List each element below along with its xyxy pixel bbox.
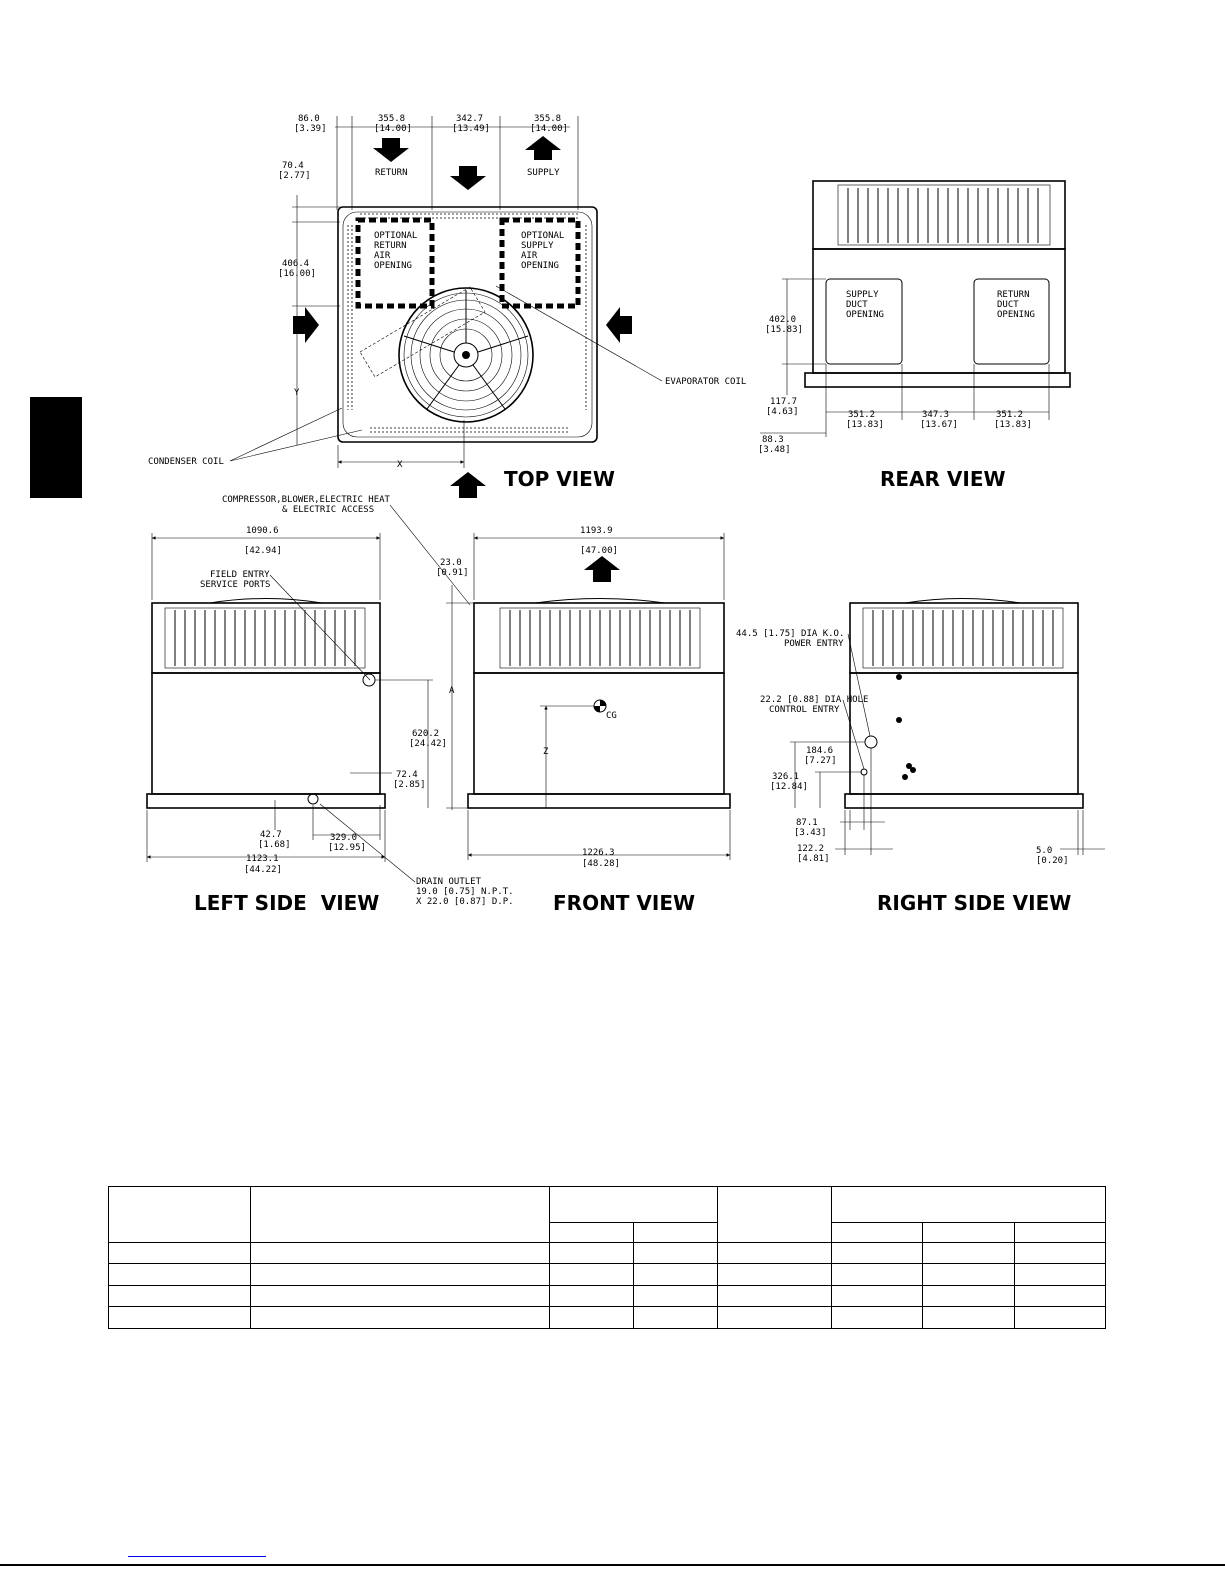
dim-70-in: [2.77] [278,171,311,181]
dim-70-mm: 70.4 [282,161,304,171]
return-duct-line2: DUCT [997,300,1019,310]
dim-23-mm: 23.0 [440,558,462,568]
dim-1123-in: [44.22] [244,865,282,875]
drain-outlet-line2: 19.0 [0.75] N.P.T. [416,887,514,897]
dim-117-in: [4.63] [766,407,799,417]
dim-184-mm: 184.6 [806,746,834,756]
table-header-cell [634,1223,718,1243]
return-duct-line3: OPENING [997,310,1035,320]
table-header-cell [832,1223,923,1243]
table-header-cell [109,1187,251,1243]
table-header-cell [251,1187,550,1243]
top-left-dimensions [278,161,340,445]
supply-duct-line2: DUCT [846,300,868,310]
up-arrow-icon [450,472,486,498]
left-grille [175,610,355,666]
cg-label: CG [606,711,617,721]
down-arrow-icon [450,166,486,190]
control-entry-line1: 22.2 [0.88] DIA HOLE [760,695,869,705]
top-dimension-chain [294,114,578,210]
table-header-row [109,1187,1106,1223]
table-row [109,1286,1106,1307]
dim-351b-in: [13.83] [994,420,1032,430]
front-up-arrow-icon [584,556,620,582]
dim-326-mm: 326.1 [772,772,800,782]
power-entry-line1: 44.5 [1.75] DIA K.O. [736,629,845,639]
unit-dimensions-table [108,1186,1106,1329]
condenser-fan [399,288,533,422]
front-grille [510,610,690,666]
field-entry-line1: FIELD ENTRY [210,570,270,580]
dim-184-in: [7.27] [804,756,837,766]
compressor-access-line1: COMPRESSOR,BLOWER,ELECTRIC HEAT [222,495,390,505]
dim-355b-mm: 355.8 [534,114,562,124]
dim-355a-in: [14.00] [374,124,412,134]
dim-72-in: [2.85] [393,780,426,790]
dim-620-mm: 620.2 [412,729,440,739]
front-lower-cabinet [474,673,724,794]
rear-grille [848,188,1038,243]
dim-87-in: [3.43] [794,828,827,838]
dim-406-in: [16.00] [278,269,316,279]
footer-link-underline[interactable] [128,1556,266,1557]
dim-351b-mm: 351.2 [996,410,1024,420]
dim-1193-in: [47.00] [580,546,618,556]
drain-outlet-line3: X 22.0 [0.87] D.P. [416,897,514,907]
dim-72-mm: 72.4 [396,770,418,780]
supply-label: SUPPLY [527,168,560,178]
condenser-coil-label: CONDENSER COIL [148,457,224,467]
dim-329-in: [12.95] [328,843,366,853]
front-view [436,526,730,915]
service-port [363,674,375,686]
dim-620-in: [24.42] [409,739,447,749]
right-side-view [736,599,1105,916]
supply-duct-line3: OPENING [846,310,884,320]
top-view [148,114,746,498]
table-header-cell [550,1223,634,1243]
return-duct-line1: RETURN [997,290,1030,300]
dim-1226-in: [48.28] [582,859,620,869]
rear-view-title: REAR VIEW [880,467,1006,491]
dim-5-in: [0.20] [1036,856,1069,866]
dim-86-in: [3.39] [294,124,327,134]
front-view-title: FRONT VIEW [553,891,696,915]
dim-1193-mm: 1193.9 [580,526,613,536]
dim-1123-mm: 1123.1 [246,854,279,864]
return-label: RETURN [375,168,408,178]
dim-88-mm: 88.3 [762,435,784,445]
left-lower-cabinet [152,673,380,794]
dim-86-mm: 86.0 [298,114,320,124]
dim-x-label: X [397,460,403,470]
table-header-cell [550,1187,718,1223]
dim-402-mm: 402.0 [769,315,797,325]
dim-88-in: [3.48] [758,445,791,455]
optional-return-line4: OPENING [374,261,412,271]
dim-1226-mm: 1226.3 [582,848,615,858]
dim-z-label: Z [543,747,549,757]
left-arrow-icon [606,307,632,343]
table-header-cell [923,1223,1015,1243]
power-entry-line2: POWER ENTRY [784,639,844,649]
dim-y-label: Y [294,388,300,398]
dim-122-mm: 122.2 [797,844,825,854]
optional-return-line3: AIR [374,251,391,261]
table-row [109,1307,1106,1329]
right-grille [873,610,1053,666]
optional-supply-line4: OPENING [521,261,559,271]
dim-23-in: [0.91] [436,568,469,578]
dim-351a-in: [13.83] [846,420,884,430]
supply-arrow-icon [525,136,561,160]
dim-326-in: [12.84] [770,782,808,792]
field-entry-line2: SERVICE PORTS [200,580,271,590]
table-row [109,1264,1106,1286]
drain-outlet-line1: DRAIN OUTLET [416,877,482,887]
evaporator-coil-label: EVAPORATOR COIL [665,377,747,387]
optional-return-line1: OPTIONAL [374,231,418,241]
dim-329-mm: 329.0 [330,833,358,843]
dim-355a-mm: 355.8 [378,114,406,124]
dim-347-mm: 347.3 [922,410,950,420]
table-row [109,1243,1106,1264]
footer-rule [0,1564,1225,1566]
optional-supply-line1: OPTIONAL [521,231,565,241]
supply-duct-line1: SUPPLY [846,290,879,300]
left-side-view-title: LEFT SIDE VIEW [194,891,380,915]
control-entry-line2: CONTROL ENTRY [769,705,840,715]
optional-return-line2: RETURN [374,241,407,251]
right-side-view-title: RIGHT SIDE VIEW [877,891,1072,915]
table-header-cell [1015,1223,1106,1243]
dim-347-in: [13.67] [920,420,958,430]
compressor-access-line2: & ELECTRIC ACCESS [282,505,375,515]
dim-355b-in: [14.00] [530,124,568,134]
dim-42-mm: 42.7 [260,830,282,840]
optional-supply-line3: AIR [521,251,538,261]
power-entry-knockout [865,736,877,748]
return-arrow-icon [373,138,409,162]
table-header-cell [832,1187,1106,1223]
optional-supply-line2: SUPPLY [521,241,554,251]
rear-view [758,181,1070,491]
left-side-view [147,526,514,915]
dim-1090-in: [42.94] [244,546,282,556]
table-header-cell [718,1187,832,1243]
dim-87-mm: 87.1 [796,818,818,828]
right-lower-cabinet [850,673,1078,794]
rear-top-cabinet [813,181,1065,249]
dim-342-mm: 342.7 [456,114,484,124]
dim-5-mm: 5.0 [1036,846,1053,856]
dim-a-label: A [449,686,455,696]
dim-1090-mm: 1090.6 [246,526,279,536]
top-view-title: TOP VIEW [504,467,615,491]
dim-406-mm: 406.4 [282,259,310,269]
dim-351a-mm: 351.2 [848,410,876,420]
dim-402-in: [15.83] [765,325,803,335]
dim-117-mm: 117.7 [770,397,798,407]
dim-342-in: [13.49] [452,124,490,134]
dim-42-in: [1.68] [258,840,291,850]
dim-122-in: [4.81] [797,854,830,864]
